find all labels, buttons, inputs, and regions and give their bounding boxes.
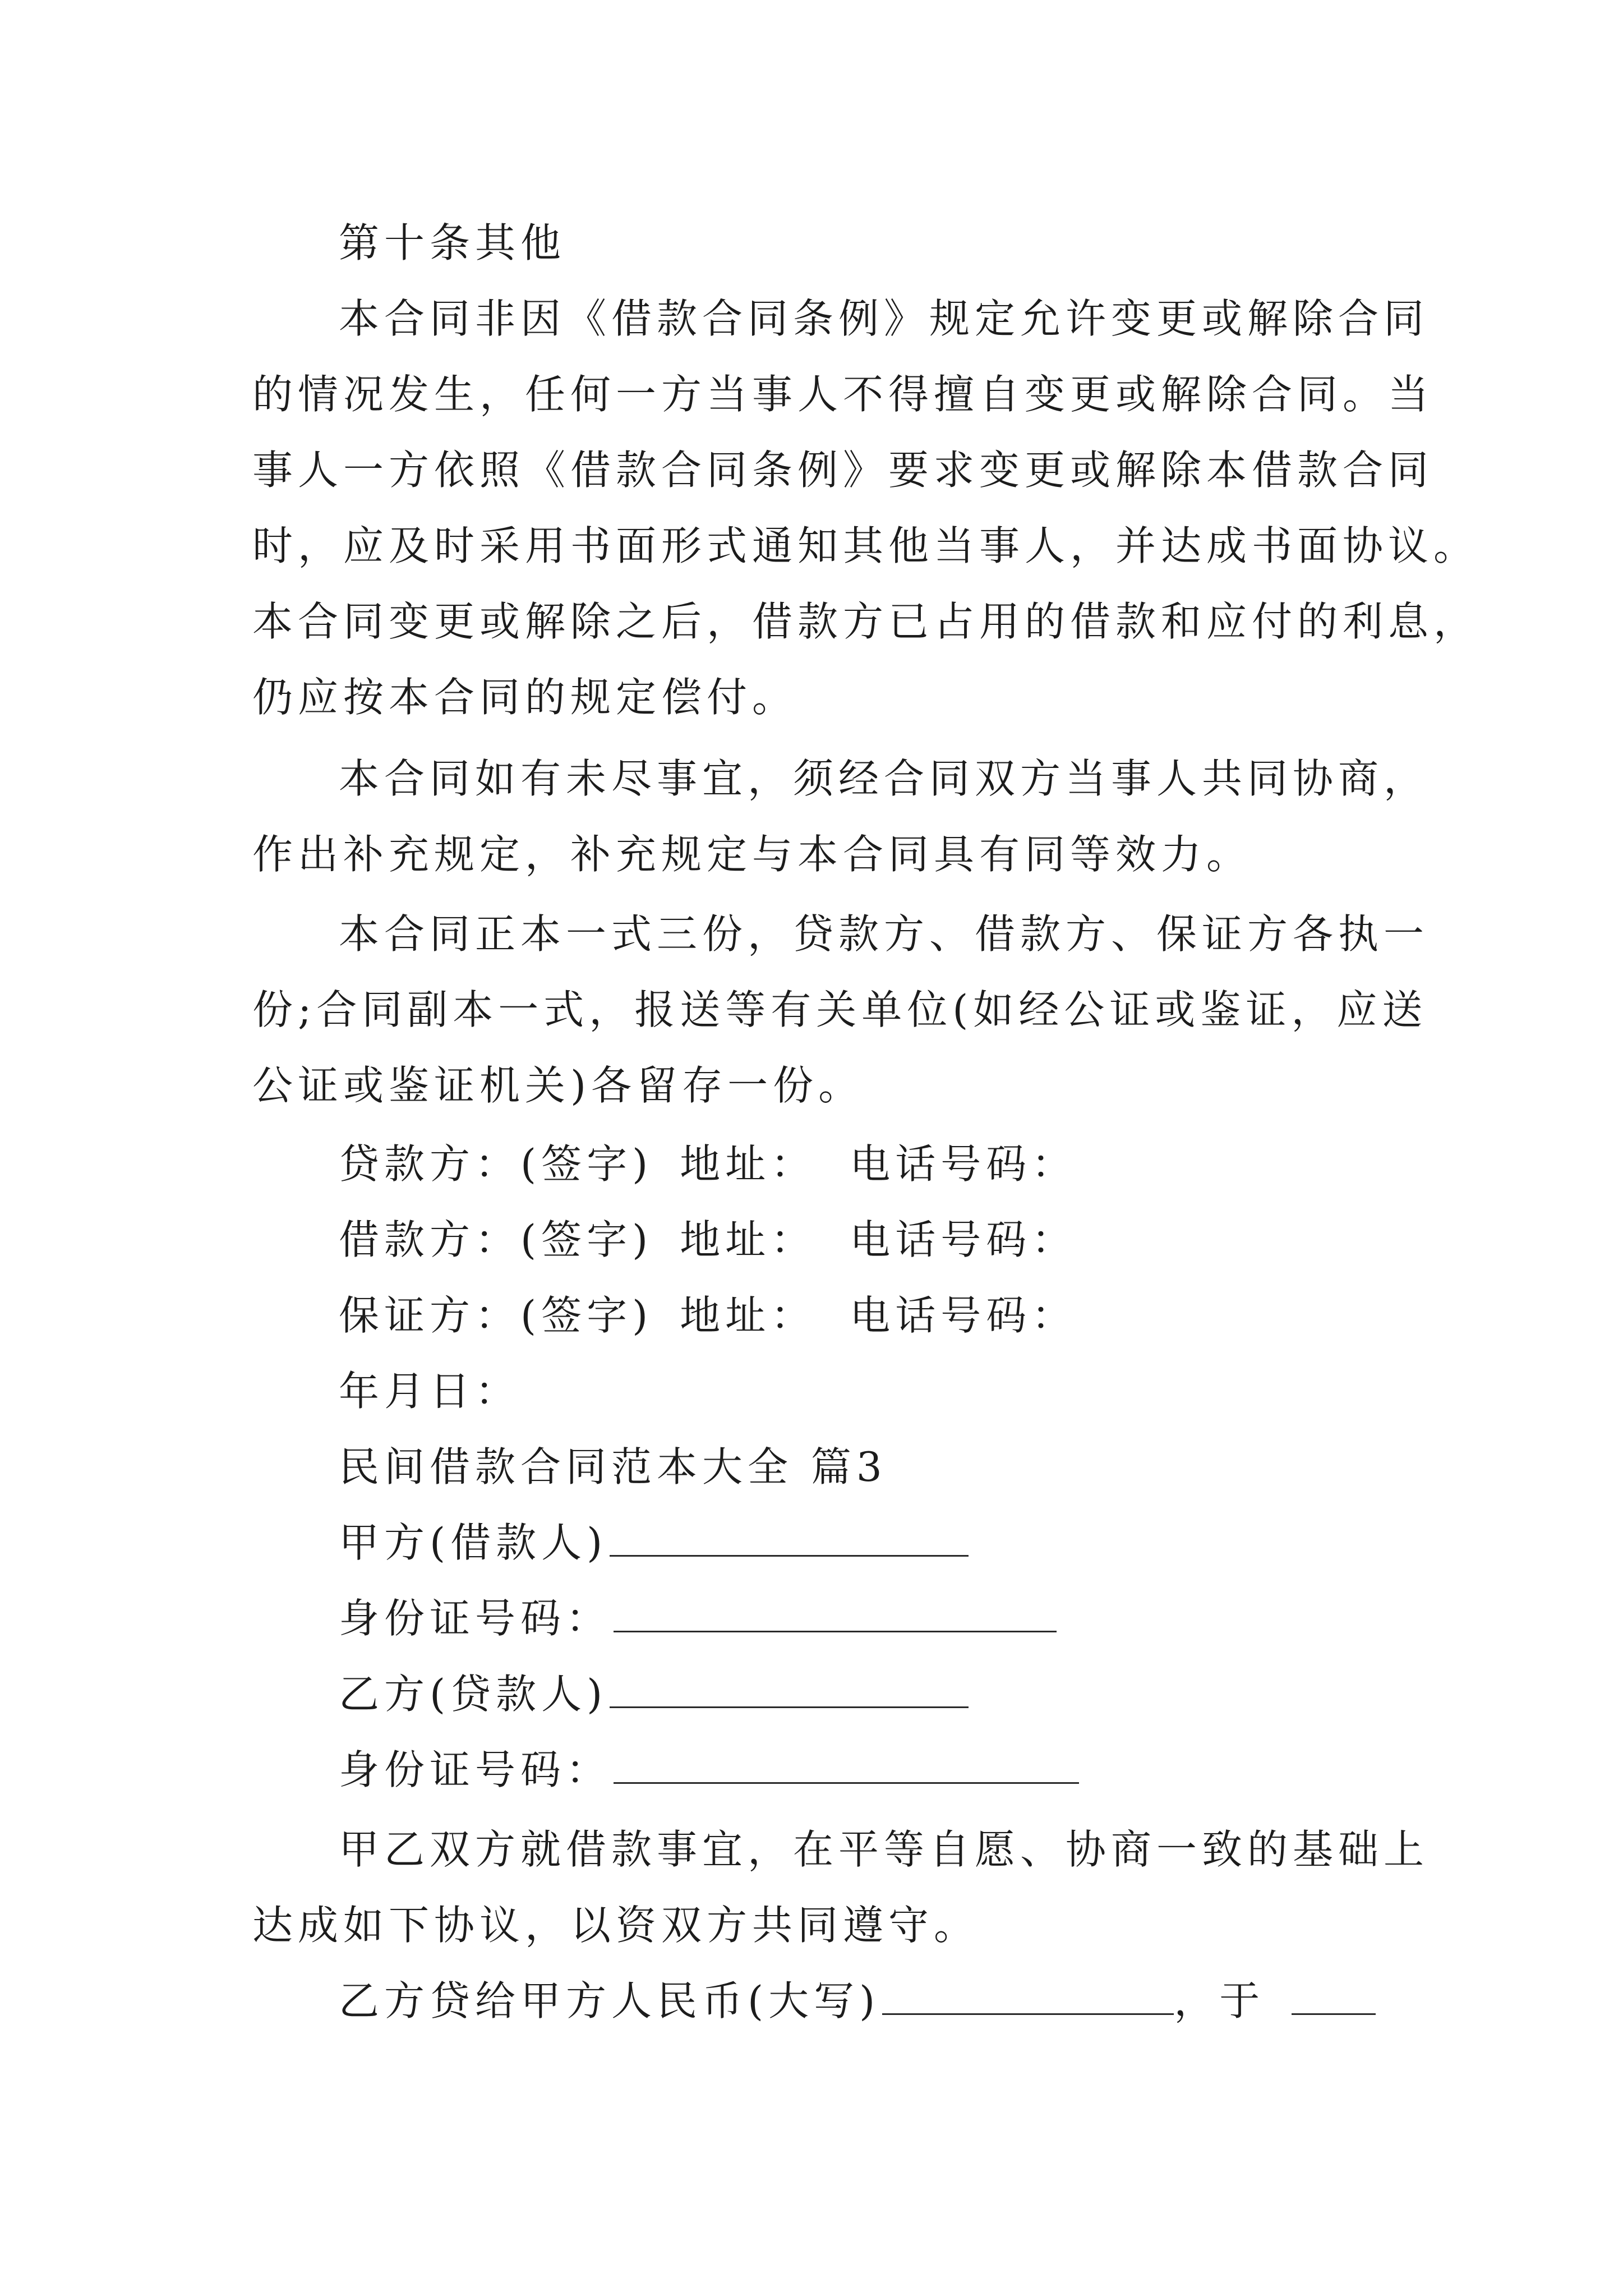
signature-address: 地址：	[680, 1216, 817, 1263]
party-b-blank	[610, 1674, 969, 1708]
signature-address: 地址：	[680, 1140, 817, 1188]
loan-date-label: ，于	[1174, 1977, 1265, 2024]
article-heading: 第十条其他	[339, 219, 566, 266]
id-a-blank	[614, 1598, 1057, 1632]
paragraph-1-line-1: 本合同非因《借款合同条例》规定允许变更或解除合同	[339, 295, 1430, 342]
loan-amount-blank	[882, 1981, 1174, 2015]
paragraph-4-line-2: 达成如下协议，以资双方共同遵守。	[252, 1902, 980, 1949]
party-a-label: 甲方(借款人)	[339, 1519, 608, 1566]
signature-party: 保证方：(签字)	[339, 1292, 653, 1339]
id-b-field	[339, 1745, 1380, 1795]
party-a-blank	[610, 1522, 969, 1557]
paragraph-3-line-2: 份;合同副本一式，报送等有关单位(如经公证或鉴证，应送	[252, 986, 1428, 1033]
signature-phone: 电话号码：	[850, 1216, 1077, 1263]
signature-party: 贷款方：(签字)	[339, 1140, 653, 1188]
paragraph-1-line-5: 本合同变更或解除之后，借款方已占用的借款和应付的利息，	[252, 598, 1479, 645]
paragraph-3-line-3: 公证或鉴证机关)各留存一份。	[252, 1062, 864, 1109]
signature-row-guarantor	[339, 1290, 1380, 1341]
signature-phone: 电话号码：	[850, 1292, 1077, 1339]
signature-phone: 电话号码：	[850, 1140, 1077, 1188]
signature-party: 借款方：(签字)	[339, 1216, 653, 1263]
loan-amount-label: 乙方贷给甲方人民币(大写)	[339, 1977, 880, 2024]
signature-row-lender	[339, 1139, 1380, 1189]
paragraph-1-line-4: 时，应及时采用书面形式通知其他当事人，并达成书面协议。	[252, 522, 1479, 569]
paragraph-2-line-1: 本合同如有未尽事宜，须经合同双方当事人共同协商，	[339, 755, 1430, 802]
signature-row-borrower	[339, 1214, 1380, 1265]
signature-address: 地址：	[680, 1292, 817, 1339]
paragraph-1-line-6: 仍应按本合同的规定偿付。	[252, 674, 798, 721]
paragraph-3-line-1: 本合同正本一式三份，贷款方、借款方、保证方各执一	[339, 910, 1430, 958]
loan-amount-line	[339, 1976, 1380, 2026]
loan-date-blank	[1292, 1981, 1376, 2015]
paragraph-1-line-3: 事人一方依照《借款合同条例》要求变更或解除本借款合同	[252, 447, 1434, 494]
paragraph-4-line-1: 甲乙双方就借款事宜，在平等自愿、协商一致的基础上	[339, 1826, 1430, 1873]
party-a-field	[339, 1517, 1380, 1568]
id-a-field	[339, 1593, 1380, 1644]
paragraph-1-line-2: 的情况发生，任何一方当事人不得擅自变更或解除合同。当	[252, 371, 1434, 418]
party-b-label: 乙方(贷款人)	[339, 1671, 608, 1718]
date-label: 年月日：	[339, 1368, 521, 1415]
paragraph-2-line-2: 作出补充规定，补充规定与本合同具有同等效力。	[252, 831, 1252, 878]
id-b-blank	[614, 1750, 1079, 1784]
party-b-field	[339, 1669, 1380, 1719]
id-b-label: 身份证号码：	[339, 1746, 612, 1793]
section-title: 民间借款合同范本大全 篇3	[339, 1443, 887, 1490]
id-a-label: 身份证号码：	[339, 1595, 612, 1642]
